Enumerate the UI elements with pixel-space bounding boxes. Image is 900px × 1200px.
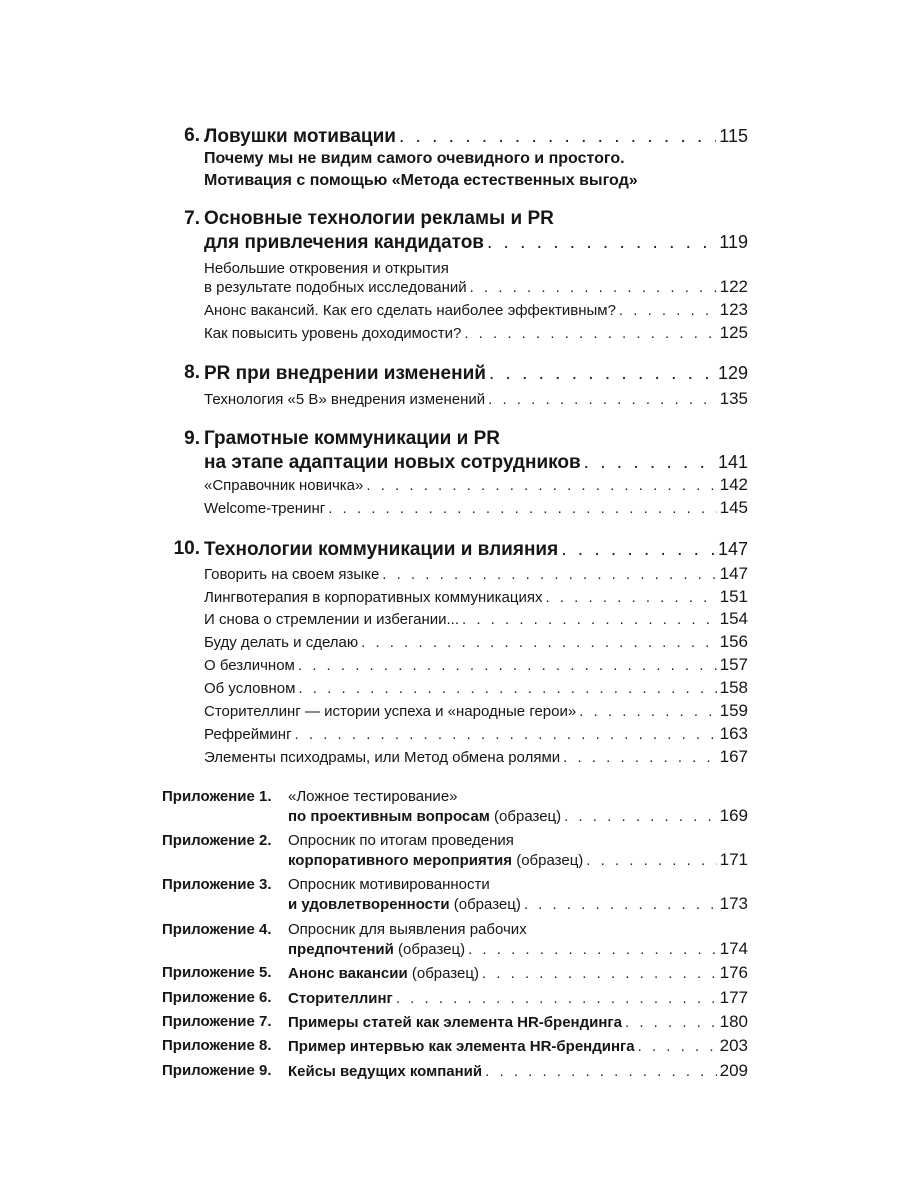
page-number: 141	[717, 452, 748, 472]
dot-leader	[485, 1061, 717, 1083]
toc-entry[interactable]	[204, 124, 748, 149]
page-number: 209	[719, 1061, 748, 1080]
toc-subentry[interactable]	[204, 497, 748, 520]
page-number: 173	[719, 894, 748, 913]
dot-leader	[295, 724, 717, 746]
dot-leader	[298, 678, 716, 700]
appendix-title: корпоративного мероприятия	[288, 852, 513, 869]
dot-leader	[586, 850, 716, 872]
page-number: 151	[719, 587, 748, 606]
page-number: 142	[719, 475, 748, 494]
dot-leader	[468, 939, 717, 961]
appendix-title-line: Опросник для выявления рабочих	[288, 921, 527, 938]
subentry-label: в результате подобных исследований	[204, 279, 467, 296]
dot-leader	[366, 475, 716, 497]
dot-leader	[524, 894, 717, 916]
appendix-label: Приложение 1.	[162, 788, 272, 805]
chapter-title: Грамотные коммуникации и PR	[204, 428, 500, 449]
dot-leader	[462, 609, 717, 631]
subentry-label: О безличном	[204, 657, 295, 674]
dot-leader	[470, 277, 717, 299]
appendix-label: Приложение 8.	[162, 1037, 272, 1054]
toc-subentry[interactable]	[204, 276, 748, 299]
chapter-title: для привлечения кандидатов	[204, 232, 484, 253]
toc-subentry[interactable]	[204, 322, 748, 345]
appendix-title: по проективным вопросам	[288, 808, 490, 825]
chapter-subtitle: Почему мы не видим самого очевидного и простого.	[204, 150, 625, 167]
page-number: 129	[717, 363, 748, 383]
appendix-title: Кейсы ведущих компаний	[288, 1063, 483, 1080]
appendix-label: Приложение 6.	[162, 989, 272, 1006]
chapter-title: Основные технологии рекламы и PR	[204, 208, 554, 229]
chapter-subtitle: Мотивация с помощью «Метода естественных выгод»	[204, 172, 638, 189]
page-number: 147	[717, 539, 748, 559]
appendix-entry[interactable]	[288, 938, 748, 961]
page-number: 176	[719, 963, 748, 982]
page-number: 177	[719, 988, 748, 1007]
subentry-label: Welcome-тренинг	[204, 500, 326, 517]
subentry-label: Элементы психодрамы, или Метод обмена ролями	[204, 749, 561, 766]
appendix-label: Приложение 9.	[162, 1062, 272, 1079]
toc-subentry[interactable]	[204, 608, 748, 631]
toc-entry[interactable]	[204, 537, 748, 562]
appendix-note: (образец)	[512, 852, 584, 869]
page-number: 135	[719, 389, 748, 408]
page-number: 123	[719, 300, 748, 319]
page-number: 158	[719, 678, 748, 697]
page-number: 159	[719, 701, 748, 720]
appendix-entry[interactable]	[288, 893, 748, 916]
page-number: 154	[719, 609, 748, 628]
appendix-entry[interactable]	[288, 1035, 748, 1058]
dot-leader	[487, 231, 716, 255]
appendix-title: Анонс вакансии	[288, 965, 408, 982]
dot-leader	[579, 701, 716, 723]
subentry-label: «Справочник новичка»	[204, 477, 364, 494]
appendix-label: Приложение 3.	[162, 876, 272, 893]
chapter-number: 6.	[184, 125, 200, 146]
toc-subentry[interactable]	[204, 631, 748, 654]
page-number: 171	[719, 850, 748, 869]
appendix-note: (образец)	[407, 965, 479, 982]
page-number: 115	[719, 126, 748, 146]
chapter-title: на этапе адаптации новых сотрудников	[204, 452, 581, 473]
appendix-entry[interactable]	[288, 987, 748, 1010]
dot-leader	[396, 988, 717, 1010]
dot-leader	[399, 125, 716, 149]
page-number: 167	[719, 747, 748, 766]
page-number: 157	[719, 655, 748, 674]
subentry-label: Анонс вакансий. Как его сделать наиболее эффективным?	[204, 302, 616, 319]
toc-subentry[interactable]	[204, 746, 748, 769]
appendix-label: Приложение 5.	[162, 964, 272, 981]
page-number: 147	[719, 564, 748, 583]
page-number: 156	[719, 632, 748, 651]
toc-subentry[interactable]	[204, 586, 748, 609]
subentry-label: Рефрейминг	[204, 726, 292, 743]
toc-subentry[interactable]	[204, 388, 748, 411]
page-number: 125	[719, 323, 748, 342]
chapter-title: Технологии коммуникации и влияния	[204, 539, 559, 560]
subentry-label: Об условном	[204, 680, 296, 697]
toc-entry[interactable]	[204, 230, 748, 255]
appendix-title: и удовлетворенности	[288, 896, 450, 913]
subentry-label: Лингвотерапия в корпоративных коммуникациях	[204, 589, 543, 606]
appendix-label: Приложение 2.	[162, 832, 272, 849]
dot-leader	[488, 389, 716, 411]
appendix-entry[interactable]	[288, 849, 748, 872]
dot-leader	[482, 963, 717, 985]
appendix-title: предпочтений	[288, 941, 394, 958]
appendix-note: (образец)	[489, 808, 562, 825]
page-number: 122	[719, 277, 748, 296]
toc-subentry[interactable]	[204, 563, 748, 586]
subentry-label: Сторителлинг — истории успеха и «народные герои»	[204, 703, 577, 720]
page-number: 174	[719, 939, 748, 958]
appendix-title-line: Опросник мотивированности	[288, 876, 490, 893]
chapter-number: 8.	[184, 362, 200, 383]
page-number: 119	[719, 232, 748, 252]
dot-leader	[464, 323, 716, 345]
dot-leader	[546, 587, 717, 609]
appendix-label: Приложение 4.	[162, 921, 272, 938]
toc-subentry[interactable]	[204, 474, 748, 497]
dot-leader	[489, 362, 715, 386]
dot-leader	[625, 1012, 717, 1034]
appendix-title: Примеры статей как элемента HR-брендинга	[288, 1014, 622, 1031]
toc-subentry[interactable]	[204, 299, 748, 322]
appendix-entry[interactable]	[288, 962, 748, 985]
appendix-title-line: «Ложное тестирование»	[288, 788, 458, 805]
page-number: 163	[719, 724, 748, 743]
dot-leader	[638, 1036, 717, 1058]
subentry-label: Как повысить уровень доходимости?	[204, 325, 462, 342]
appendix-label: Приложение 7.	[162, 1013, 272, 1030]
toc-subentry[interactable]	[204, 723, 748, 746]
dot-leader	[561, 538, 715, 562]
chapter-title: PR при внедрении изменений	[204, 363, 486, 384]
subentry-label: Буду делать и сделаю	[204, 634, 359, 651]
appendix-entry[interactable]	[288, 805, 748, 828]
chapter-number: 7.	[184, 208, 200, 229]
toc-subentry[interactable]	[204, 677, 748, 700]
dot-leader	[298, 655, 717, 677]
appendix-note: (образец)	[393, 941, 466, 958]
chapter-number: 9.	[184, 428, 200, 449]
dot-leader	[563, 747, 716, 769]
subentry-label: Говорить на своем языке	[204, 566, 380, 583]
dot-leader	[584, 451, 715, 475]
dot-leader	[382, 564, 716, 586]
dot-leader	[619, 300, 717, 322]
appendix-note: (образец)	[449, 896, 521, 913]
toc-entry[interactable]	[204, 450, 748, 475]
appendix-entry[interactable]	[288, 1011, 748, 1034]
dot-leader	[361, 632, 716, 654]
toc-subentry[interactable]	[204, 700, 748, 723]
toc-entry[interactable]	[204, 361, 748, 386]
subentry-label: И снова о стремлении и избегании...	[204, 611, 459, 628]
appendix-title-line: Опросник по итогам проведения	[288, 832, 514, 849]
chapter-number: 10.	[173, 538, 200, 559]
page-number: 145	[719, 498, 748, 517]
page-number: 180	[719, 1012, 748, 1031]
dot-leader	[564, 806, 716, 828]
toc-subentry-line: Небольшие откровения и открытия	[204, 260, 449, 277]
dot-leader	[328, 498, 716, 520]
page-number: 169	[719, 806, 748, 825]
appendix-title: Сторителлинг	[288, 990, 393, 1007]
appendix-entry[interactable]	[288, 1060, 748, 1083]
toc-subentry[interactable]	[204, 654, 748, 677]
appendix-title: Пример интервью как элемента HR-брендинга	[288, 1038, 635, 1055]
page-number: 203	[719, 1036, 748, 1055]
subentry-label: Технология «5 В» внедрения изменений	[204, 391, 486, 408]
chapter-title: Ловушки мотивации	[204, 126, 396, 147]
